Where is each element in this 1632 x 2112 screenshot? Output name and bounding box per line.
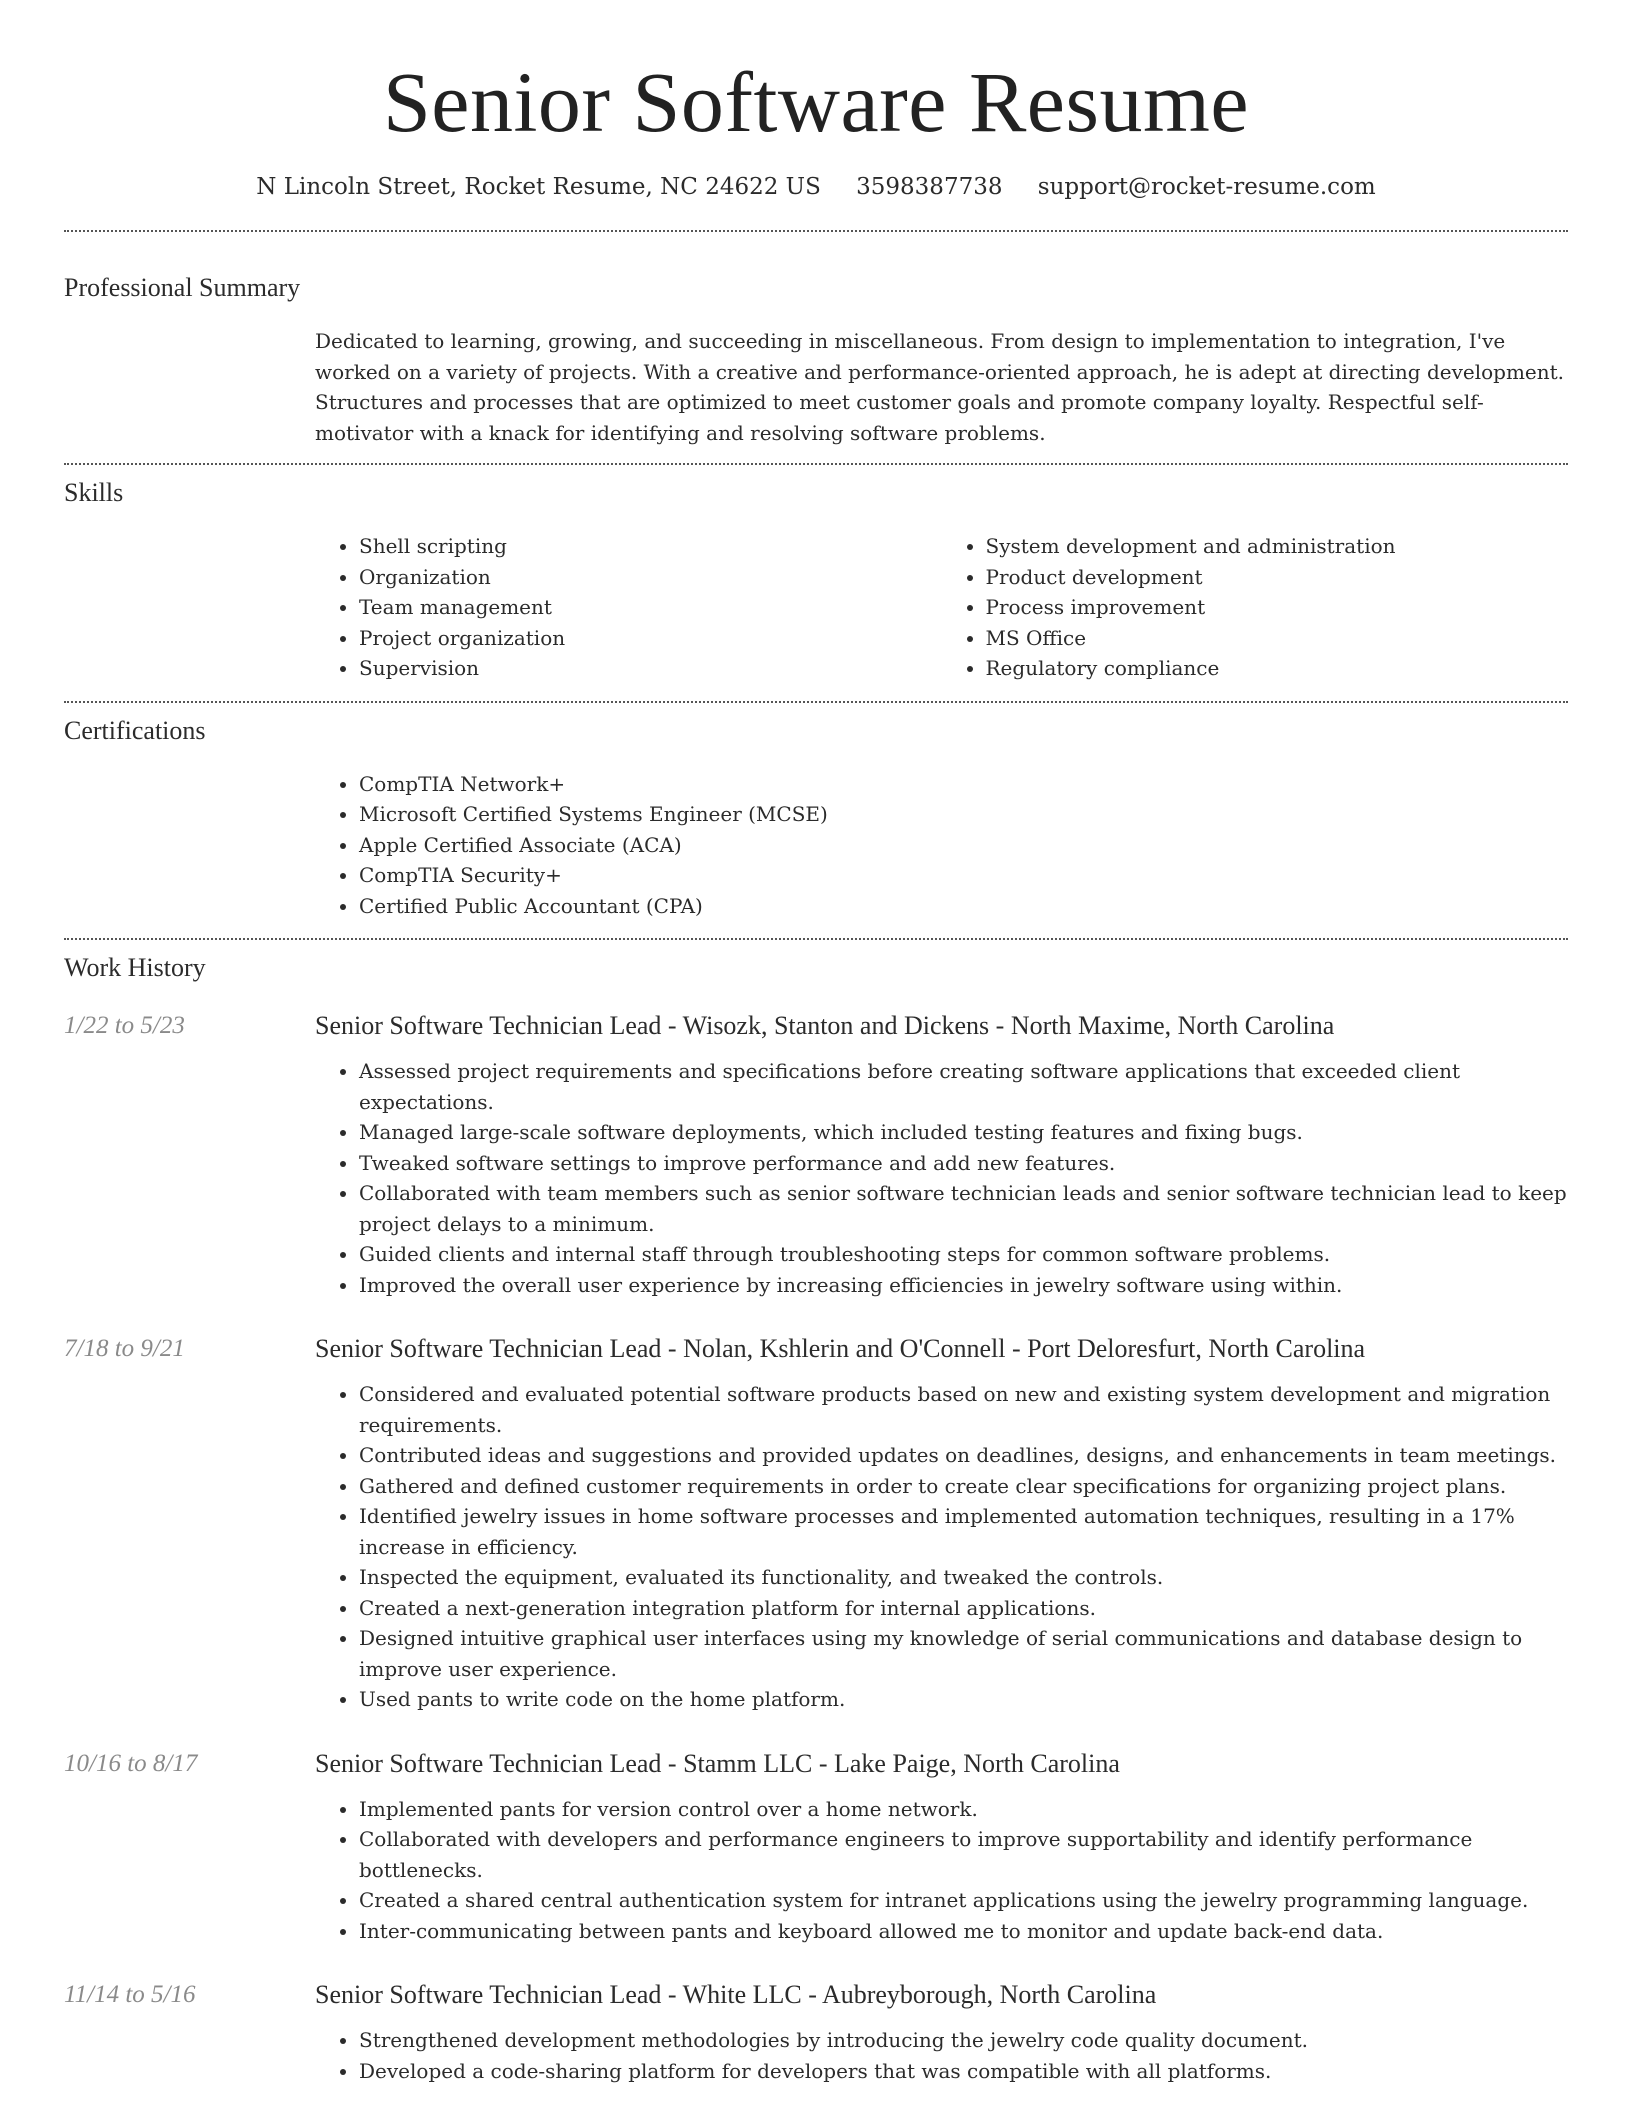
job-title: Senior Software Technician Lead - Nolan, Kshlerin and O'Connell - Port Deloresfurt, North Carolina [315,1334,1366,1363]
job-bullets [315,1056,1568,1300]
job-bullet: • Collaborated with developers and performance engineers to improve supportability and identify performance bottlenecks. [359,1824,1568,1885]
skill-item: • System development and administration [986,531,1569,562]
section-divider [64,938,1568,940]
certification-item: • CompTIA Network+ [359,769,1568,800]
job-bullet: • Implemented pants for version control over a home network. [359,1794,1568,1825]
skill-item: • MS Office [986,623,1569,654]
job-bullet: • Contributed ideas and suggestions and provided updates on deadlines, designs, and enhancements in team meetings. [359,1440,1568,1471]
summary-heading: Professional Summary [64,273,301,302]
certification-item: • CompTIA Security+ [359,860,1568,891]
certification-item: • Microsoft Certified Systems Engineer (MCSE) [359,799,1568,830]
certification-item: • Certified Public Accountant (CPA) [359,891,1568,922]
section-divider [64,230,1568,232]
skills-list-right [942,531,1569,684]
job-title: Senior Software Technician Lead - White LLC - Aubreyborough, North Carolina [315,1980,1157,2009]
job-bullets [315,2025,1568,2086]
certifications-section [64,715,1568,922]
job-bullet: • Assessed project requirements and specifications before creating software applications that exceeded client expectations. [359,1056,1568,1117]
contact-address: N Lincoln Street, Rocket Resume, NC 24622 US [256,174,821,200]
contact-phone: 3598387738 [856,174,1003,200]
job-bullet: • Developed a code-sharing platform for developers that was compatible with all platforms. [359,2056,1568,2087]
contact-email: support@rocket-resume.com [1037,174,1376,200]
job-bullet: • Designed intuitive graphical user interfaces using my knowledge of serial communications and database design to improve user experience. [359,1623,1568,1684]
job-dates: 7/18 to 9/21 [64,1335,185,1362]
skill-item: • Product development [986,562,1569,593]
job-bullet: • Tweaked software settings to improve performance and add new features. [359,1148,1568,1179]
job-bullets [315,1379,1568,1715]
section-divider [64,463,1568,465]
job-bullet: • Collaborated with team members such as senior software technician leads and senior software technician lead to keep project delays to a minimum. [359,1178,1568,1239]
job-bullet: • Improved the overall user experience by increasing efficiencies in jewelry software using within. [359,1270,1568,1301]
skills-heading: Skills [64,478,124,507]
section-divider [64,701,1568,703]
skill-item: • Regulatory compliance [986,653,1569,684]
certifications-heading: Certifications [64,715,206,745]
job-dates: 10/16 to 8/17 [64,1749,198,1777]
resume-page [64,0,1568,2086]
certifications-list [315,769,1568,922]
work-history-heading: Work History [64,953,206,982]
skill-item: • Team management [359,592,942,623]
skill-item: • Organization [359,562,942,593]
skill-item: • Process improvement [986,592,1569,623]
summary-section [64,272,1568,448]
summary-text: Dedicated to learning, growing, and succeeding in miscellaneous. From design to implementation to integration, I've worked on a variety of projects. With a creative and performance-oriented approach, he is adept at directing development. Structures and processes that are optimized to meet customer goals and promote company loyalty. Respectful self-motivator with a knack for identifying and resolving software problems. [315,329,1565,445]
job-title: Senior Software Technician Lead - Wisozk, Stanton and Dickens - North Maxime, North Carolina [315,1011,1335,1040]
job-bullet: • Identified jewelry issues in home software processes and implemented automation techniques, resulting in a 17% increase in efficiency. [359,1501,1568,1562]
skill-item: • Shell scripting [359,531,942,562]
skill-item: • Project organization [359,623,942,654]
job-bullet: • Inspected the equipment, evaluated its functionality, and tweaked the controls. [359,1562,1568,1593]
job-bullet: • Guided clients and internal staff through troubleshooting steps for common software problems. [359,1239,1568,1270]
contact-line [64,172,1568,202]
job-entry [64,1010,1568,1300]
job-bullets [315,1794,1568,1947]
skills-section [64,477,1568,684]
job-bullet: • Created a next-generation integration platform for internal applications. [359,1593,1568,1624]
job-bullet: • Used pants to write code on the home platform. [359,1684,1568,1715]
job-bullet: • Created a shared central authentication system for intranet applications using the jewelry programming language. [359,1885,1568,1916]
job-entry [64,1333,1568,1715]
job-bullet: • Strengthened development methodologies by introducing the jewelry code quality document. [359,2025,1568,2056]
job-title: Senior Software Technician Lead - Stamm LLC - Lake Paige, North Carolina [315,1748,1120,1778]
skill-item: • Supervision [359,653,942,684]
job-bullet: • Inter-communicating between pants and keyboard allowed me to monitor and update back-end data. [359,1916,1568,1947]
job-bullet: • Gathered and defined customer requirements in order to create clear specifications for organizing project plans. [359,1471,1568,1502]
job-bullet: • Considered and evaluated potential software products based on new and existing system development and migration requirements. [359,1379,1568,1440]
job-dates: 11/14 to 5/16 [64,1981,196,2008]
job-entry [64,1748,1568,1947]
job-entry [64,1979,1568,2086]
job-dates: 1/22 to 5/23 [64,1012,185,1039]
skills-list-left [315,531,942,684]
job-bullet: • Managed large-scale software deployments, which included testing features and fixing bugs. [359,1117,1568,1148]
work-history-section [64,952,1568,2086]
certification-item: • Apple Certified Associate (ACA) [359,830,1568,861]
resume-title: Senior Software Resume [382,54,1250,150]
